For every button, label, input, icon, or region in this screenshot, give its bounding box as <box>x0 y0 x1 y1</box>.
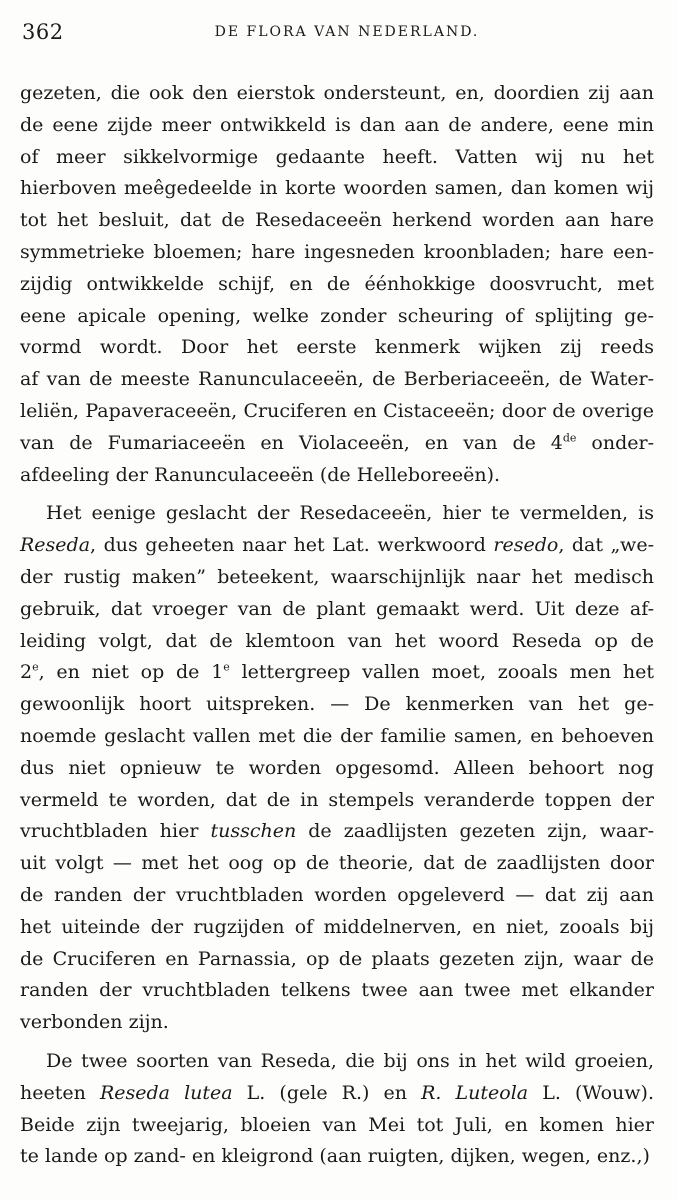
text-line <box>20 301 654 333</box>
text-line <box>20 880 654 912</box>
text-segment: het uiteinde der rugzijden of middelnerven, en niet, zooals bij <box>20 915 654 938</box>
text-segment: zijdig ontwikkelde schijf, en de éénhokkige doosvrucht, met <box>20 272 654 295</box>
text-line <box>20 1110 654 1142</box>
superscript: de <box>562 431 577 445</box>
text-segment: gewoonlijk hoort uitspreken. — De kenmerken van het ge- <box>20 693 654 716</box>
text-line <box>20 78 654 110</box>
text-segment: L. (Wouw). <box>528 1081 654 1104</box>
text-segment: der rustig maken” beteekent, waarschijnlijk naar het medisch <box>20 565 654 588</box>
text-line <box>20 657 654 689</box>
text-segment: de eene zijde meer ontwikkeld is dan aan de andere, eene min <box>20 113 654 136</box>
text-line <box>20 364 654 396</box>
text-segment: randen der vruchtbladen telkens twee aan twee met elkander <box>20 979 654 1002</box>
text-line <box>20 1007 654 1039</box>
text-segment: de randen der vruchtbladen worden opgeleverd — dat zij aan <box>20 883 654 906</box>
text-line <box>20 173 654 205</box>
paragraph <box>20 78 654 491</box>
superscript: e <box>32 661 39 675</box>
text-segment: gezeten, die ook den eierstok ondersteunt, en, doordien zij aan <box>20 82 654 104</box>
text-segment: tot het besluit, dat de Resedaceeën herkend worden aan hare <box>20 209 654 232</box>
paragraph <box>20 498 654 1039</box>
text-segment: uit volgt — met het oog op de theorie, dat de zaadlijsten door <box>20 852 654 875</box>
text-segment: leiding volgt, dat de klemtoon van het woord Reseda op de <box>20 629 654 652</box>
text-segment: afdeeling der Ranunculaceeën (de Helleboreeën). <box>20 463 501 486</box>
text-line <box>20 110 654 142</box>
text-segment: noemde geslacht vallen met die der familie samen, en behoeven <box>20 724 654 747</box>
text-segment: De twee soorten van Reseda, die bij ons in het wild groeien, <box>46 1049 654 1072</box>
text-segment: onder- <box>576 431 654 454</box>
text-line <box>20 332 654 364</box>
text-segment: af van de meeste Ranunculaceeën, de Berberiaceeën, de Water- <box>20 368 654 391</box>
text-line <box>20 594 654 626</box>
text-line <box>20 1078 654 1110</box>
text-segment: vruchtbladen hier <box>20 820 211 843</box>
italic-text: Reseda <box>20 534 91 557</box>
text-segment: dus niet opnieuw te worden opgesomd. Alleen behoort nog <box>20 756 654 779</box>
text-line <box>20 460 654 492</box>
text-line <box>20 944 654 976</box>
text-segment: Het eenige geslacht der Resedaceeën, hier te vermelden, is <box>46 502 654 525</box>
text-line <box>20 428 654 460</box>
paragraph <box>20 1046 654 1173</box>
text-line <box>20 205 654 237</box>
italic-text: R. Luteola <box>421 1081 529 1104</box>
text-line <box>20 562 654 594</box>
text-line <box>20 721 654 753</box>
text-line <box>20 975 654 1007</box>
text-segment: of meer sikkelvormige gedaante heeft. Vatten wij nu het <box>20 145 654 168</box>
text-line <box>20 1046 654 1078</box>
text-segment: 2 <box>20 661 33 684</box>
text-line <box>20 142 654 174</box>
text-segment: , dus geheeten naar het Lat. werkwoord <box>90 534 494 557</box>
page-header <box>22 20 652 50</box>
text-line <box>20 498 654 530</box>
italic-text: Reseda lutea <box>99 1081 233 1104</box>
text-line <box>20 396 654 428</box>
text-segment: L. (gele R.) en <box>232 1081 422 1104</box>
text-line <box>20 848 654 880</box>
italic-text: resedo <box>493 534 559 557</box>
text-segment: , en niet op de 1 <box>38 661 224 684</box>
text-segment: de zaadlijsten gezeten zijn, waar- <box>296 820 655 843</box>
text-segment: hierboven meêgedeelde in korte woorden samen, dan komen wij <box>20 177 654 200</box>
superscript: e <box>223 661 230 675</box>
text-line <box>20 237 654 269</box>
text-line <box>20 785 654 817</box>
text-segment: eene apicale opening, welke zonder scheuring of splijting ge- <box>20 304 654 327</box>
text-line <box>20 1141 654 1173</box>
text-segment: lettergreep vallen moet, zooals men het <box>229 661 654 684</box>
text-segment: vormd wordt. Door het eerste kenmerk wijken zij reeds <box>20 336 654 359</box>
text-line <box>20 912 654 944</box>
text-segment: leliën, Papaveraceeën, Cruciferen en Cistaceeën; door de overige <box>20 399 654 422</box>
text-line <box>20 530 654 562</box>
text-segment: vermeld te worden, dat de in stempels veranderde toppen der <box>20 788 654 811</box>
text-line <box>20 753 654 785</box>
text-line <box>20 626 654 658</box>
text-segment: te lande op zand- en kleigrond (aan ruigten, dijken, wegen, enz.,) <box>20 1145 650 1168</box>
text-segment: van de Fumariaceeën en Violaceeën, en van de 4 <box>20 431 563 454</box>
text-segment: Beide zijn tweejarig, bloeien van Mei tot Juli, en komen hier <box>20 1113 654 1136</box>
running-head: DE FLORA VAN NEDERLAND. <box>214 24 480 40</box>
text-segment: heeten <box>20 1081 100 1104</box>
text-segment: symmetrieke bloemen; hare ingesneden kroonbladen; hare een- <box>20 240 654 263</box>
text-segment: de Cruciferen en Parnassia, op de plaats gezeten zijn, waar de <box>20 947 654 970</box>
italic-text: tusschen <box>210 820 297 843</box>
page-body <box>20 78 654 1173</box>
text-segment: , dat „we- <box>558 534 654 557</box>
text-line <box>20 689 654 721</box>
text-segment: gebruik, dat vroeger van de plant gemaakt werd. Uit deze af- <box>20 597 654 620</box>
text-line <box>20 816 654 848</box>
page-number: 362 <box>22 20 64 44</box>
text-segment: verbonden zijn. <box>20 1011 169 1034</box>
text-line <box>20 269 654 301</box>
